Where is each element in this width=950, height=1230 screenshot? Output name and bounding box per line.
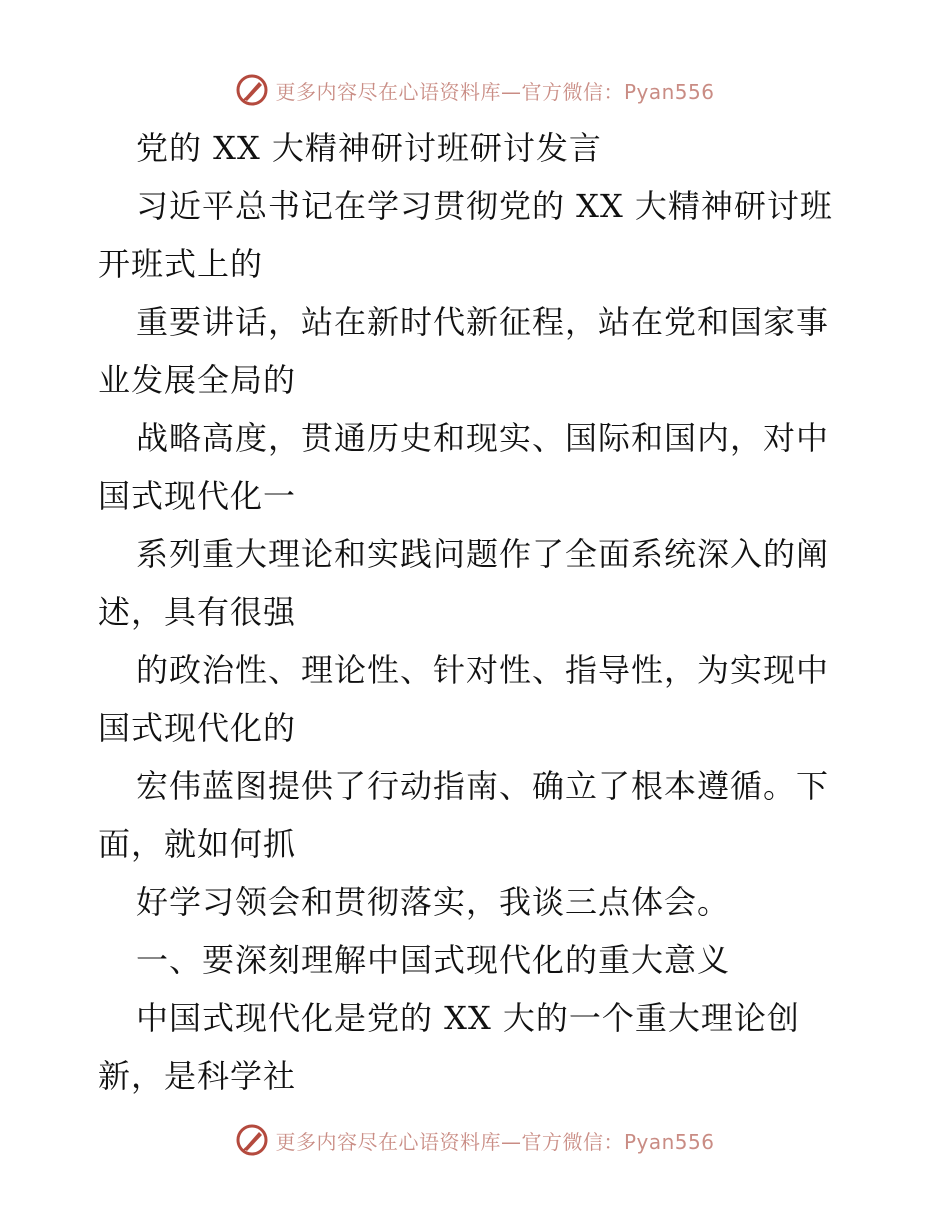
watermark-text: 更多内容尽在心语资料库—官方微信：Pyan556 [275, 1129, 715, 1154]
watermark-text: 更多内容尽在心语资料库—官方微信：Pyan556 [275, 79, 715, 104]
quill-pen-circle-icon [235, 1123, 269, 1157]
text-line: 重要讲话，站在新时代新征程，站在党和国家事 [136, 303, 830, 341]
text-line: 面，就如何抓 [98, 825, 297, 863]
footer-watermark [0, 1120, 950, 1160]
text-line: 开班式上的 [98, 245, 264, 283]
text-line: 中国式现代化是党的 XX 大的一个重大理论创 [136, 999, 800, 1037]
text-line: 战略高度，贯通历史和现实、国际和国内，对中 [136, 419, 830, 457]
text-line: 述，具有很强 [98, 593, 297, 631]
quill-pen-circle-icon [235, 73, 269, 107]
text-line: 好学习领会和贯彻落实，我谈三点体会。 [136, 883, 731, 921]
document-title: 党的 XX 大精神研讨班研讨发言 [136, 129, 602, 167]
text-line: 新，是科学社 [98, 1057, 297, 1095]
text-line: 国式现代化一 [98, 477, 297, 515]
text-line: 系列重大理论和实践问题作了全面系统深入的阐 [136, 535, 830, 573]
section-heading: 一、要深刻理解中国式现代化的重大意义 [136, 941, 731, 979]
text-line: 国式现代化的 [98, 709, 297, 747]
text-line: 宏伟蓝图提供了行动指南、确立了根本遵循。下 [136, 767, 830, 805]
text-line: 习近平总书记在学习贯彻党的 XX 大精神研讨班 [136, 187, 833, 225]
text-line: 业发展全局的 [98, 361, 297, 399]
text-line: 的政治性、理论性、针对性、指导性，为实现中 [136, 651, 830, 689]
header-watermark [0, 70, 950, 110]
